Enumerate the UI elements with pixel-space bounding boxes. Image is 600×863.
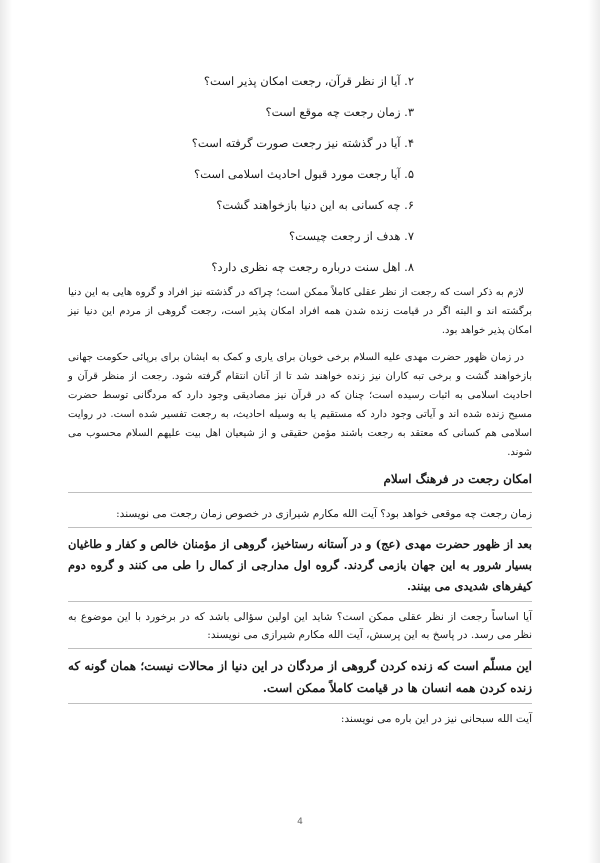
paragraph-rational-possibility: لازم به ذکر است که رجعت از نظر عقلی کاملاً ممکن است؛ چراکه در گذشته نیز افراد و گروه هایی به این دنیا برگشته اند و البته اگر در قیامت زنده شدن همه افراد امکان پذیر است، رجعت گروهی از مردم این دنیا نیز امکان پذیر خواهد بود. <box>68 287 532 336</box>
paragraph-time-of-return: در زمان ظهور حضرت مهدی علیه السلام برخی خوبان برای یاری و کمک به ایشان برای برپائی حکومت جهانی بازخواهند گشت و برخی تبه کاران نیز زنده خواهند شد تا از آنان انتقام گرفته شود. رجعت از منظر قرآن و احادیث اسلامی به اثبات رسیده است؛ چنان که در قرآن نیز مصادیقی وجود دارد که مردگانی توسط حضرت مسیح زنده شده اند و آیاتی وجود دارد که مستقیم یا به وسیله احادیث، به رجعت تفسیر شده است. در روایت اسلامی هم کسانی که معتقد به رجعت باشند مؤمن حقیقی و از شیعیان اهل بیت علیهم السلام محسوب می شوند. <box>68 352 532 458</box>
question-item: ۳. زمان رجعت چه موقع است؟ <box>265 105 414 119</box>
question-list <box>68 74 532 275</box>
page-content <box>68 74 532 738</box>
question-item: ۲. آیا از نظر قرآن، رجعت امکان پذیر است؟ <box>203 74 414 88</box>
question-item: ۶. چه کسانی به این دنیا بازخواهند گشت؟ <box>216 198 414 212</box>
page-shadow-left <box>0 0 12 863</box>
quote-block-2: این مسلّم است که زنده کردن گروهی از مردگان در این دنیا از محالات نیست؛ همان گونه که زنده کردن همه انسان ها در قیامت کاملاً ممکن است. <box>68 655 532 704</box>
quote-block-1: بعد از ظهور حضرت مهدی (عج) و در آستانه رستاخیز، گروهی از مؤمنان خالص و کفار و طاغیان بسیار شرور به این جهان بازمی گردند. گروه اول مدارجی از کمال را طی می کنند و گروه دوم کیفرهای شدیدی می بینند. <box>68 534 532 602</box>
question-item: ۷. هدف از رجعت چیست؟ <box>289 229 414 243</box>
intro-text-3: آیت الله سبحانی نیز در این باره می نویسند: <box>340 713 532 725</box>
question-item: ۸. اهل سنت درباره رجعت چه نظری دارد؟ <box>211 260 414 274</box>
section-heading: امکان رجعت در فرهنگ اسلام <box>68 470 532 493</box>
page-number: 4 <box>297 817 303 827</box>
question-item: ۵. آیا رجعت مورد قبول احادیث اسلامی است؟ <box>194 167 414 181</box>
intro-text-1: زمان رجعت چه موقعی خواهد بود؟ آیت الله مکارم شیرازی در خصوص زمان رجعت می نویسند: <box>68 505 532 528</box>
intro-text-2: آیا اساساً رجعت از نظر عقلی ممکن است؟ شاید این اولین سؤالی باشد که در برخورد با این موضوع به نظر می رسد. در پاسخ به این پرسش، آیت الله مکارم شیرازی می نویسند: <box>68 608 532 649</box>
page-shadow-right <box>588 0 600 863</box>
question-item: ۴. آیا در گذشته نیز رجعت صورت گرفته است؟ <box>191 136 414 150</box>
